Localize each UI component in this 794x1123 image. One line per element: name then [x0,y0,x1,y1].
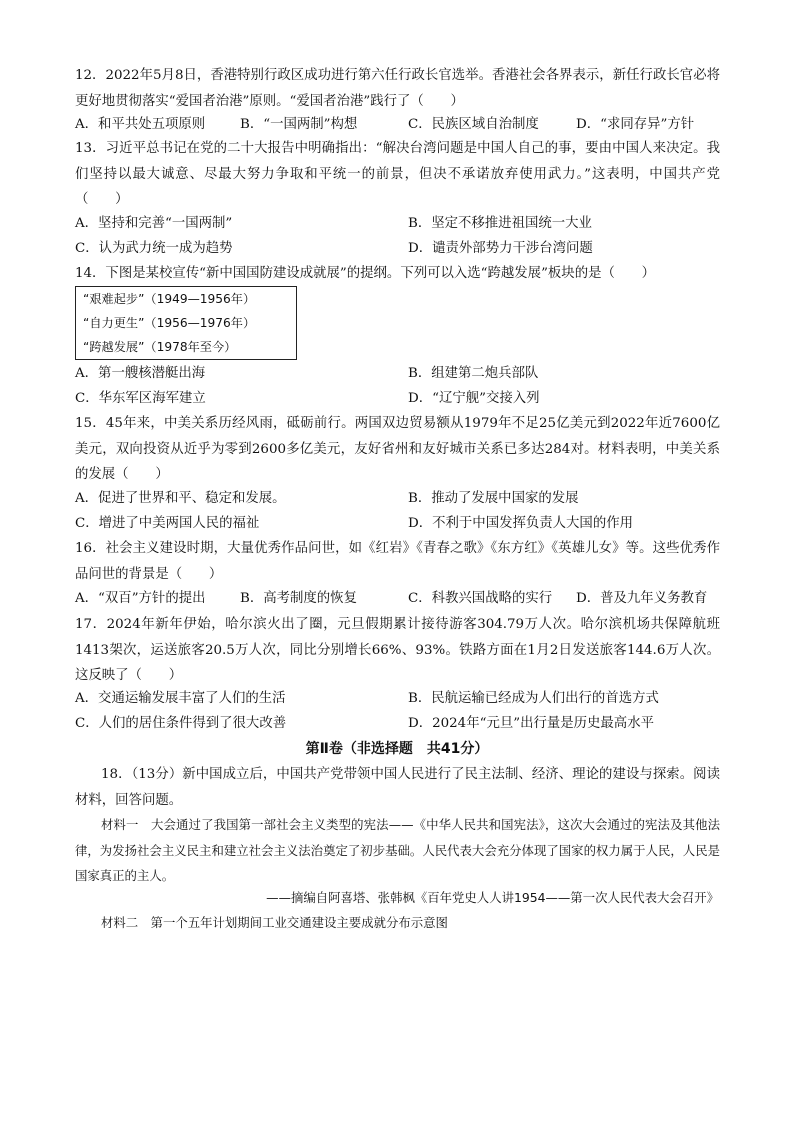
section-2-title: 第Ⅱ卷（非选择题 共41分） [305,741,489,757]
q16-option-c: C．科教兴国战略的实行 [408,591,553,606]
q15-option-a: A．促进了世界和平、稳定和发展。 [75,491,286,506]
question-17-stem: 17．2024年新年伊始，哈尔滨火出了圈，元旦假期累计接待游客304.79万人次。哈尔滨机场共保障航班1413架次，运送旅客20.5万人次，同比分别增长66%、93%。铁路方面在1月2日发送旅客144.6万人次。这反映了（ ） [75,617,720,683]
q15-option-c: C．增进了中美两国人民的福祉 [75,516,260,531]
q14-option-b: B．组建第二炮兵部队 [408,366,539,381]
question-12-stem: 12．2022年5月8日，香港特别行政区成功进行第六任行政长官选举。香港社会各界表示，新任行政长官必将更好地贯彻落实“爱国者治港”原则。“爱国者治港”践行了（ ） [75,68,720,109]
q17-option-a: A．交通运输发展丰富了人们的生活 [75,691,286,706]
q14-option-d: D．“辽宁舰”交接入列 [408,391,540,406]
material-1-source: ——摘编自阿喜塔、张韩枫《百年党史人人讲1954——第一次人民代表大会召开》 [266,890,719,905]
question-15-stem: 15．45年来，中美关系历经风雨，砥砺前行。两国双边贸易额从1979年不足25亿美元到2022年近7600亿美元，双向投资从近乎为零到2600多亿美元，友好省州和友好城市关系已多达284对。材料表明，中美关系的发展（ ） [75,416,720,482]
outline-box [75,286,297,360]
q17-option-c: C．人们的居住条件得到了很大改善 [75,716,287,731]
q13-option-b: B．坚定不移推进祖国统一大业 [408,216,592,231]
question-14-stem: 14．下图是某校宣传“新中国国防建设成就展”的提纲。下列可以入选“跨越发展”板块的是（ ） [75,266,656,281]
q13-option-c: C．认为武力统一成为趋势 [75,241,233,256]
q16-option-d: D．普及九年义务教育 [576,591,708,606]
q13-option-d: D．谴责外部势力干涉台湾问题 [408,241,593,256]
q12-option-d: D．“求同存异”方针 [576,117,695,132]
q12-option-c: C．民族区域自治制度 [408,117,539,132]
question-13-stem: 13．习近平总书记在党的二十大报告中明确指出：“解决台湾问题是中国人自己的事，要由中国人来决定。我们坚持以最大诚意、尽最大努力争取和平统一的前景，但决不承诺放弃使用武力。”这表明，中国共产党（ ） [75,141,720,207]
q17-option-d: D．2024年“元旦”出行量是历史最高水平 [408,716,654,731]
q14-option-a: A．第一艘核潜艇出海 [75,366,206,381]
outline-item-2: “自力更生”（1956—1976年） [83,316,256,330]
q13-option-a: A．坚持和完善“一国两制” [75,216,233,231]
q16-option-a: A．“双百”方针的提出 [75,591,206,606]
q12-option-a: A．和平共处五项原则 [75,117,206,132]
q15-option-b: B．推动了发展中国家的发展 [408,491,579,506]
outline-item-3: “跨越发展”（1978年至今） [83,340,237,354]
q14-option-c: C．华东军区海军建立 [75,391,206,406]
q17-option-b: B．民航运输已经成为人们出行的首选方式 [408,691,659,706]
q12-option-b: B．“一国两制”构想 [240,117,358,132]
material-1: 材料一 大会通过了我国第一部社会主义类型的宪法——《中华人民共和国宪法》，这次大会通过的宪法及其他法律，为发扬社会主义民主和建立社会主义法治奠定了初步基础。人民代表大会充分体现了国家的权力属于人民，人民是国家真正的主人。 [75,817,720,883]
outline-item-1: “艰难起步”（1949—1956年） [83,292,256,306]
question-18-stem: 18．（13分）新中国成立后，中国共产党带领中国人民进行了民主法制、经济、理论的建设与探索。阅读材料，回答问题。 [75,767,720,808]
question-16-stem: 16．社会主义建设时期，大量优秀作品问世，如《红岩》《青春之歌》《东方红》《英雄儿女》等。这些优秀作品问世的背景是（ ） [75,541,720,582]
material-2-caption: 材料二 第一个五年计划期间工业交通建设主要成就分布示意图 [101,915,448,930]
q15-option-d: D．不利于中国发挥负责人大国的作用 [408,516,633,531]
q16-option-b: B．高考制度的恢复 [240,591,357,606]
